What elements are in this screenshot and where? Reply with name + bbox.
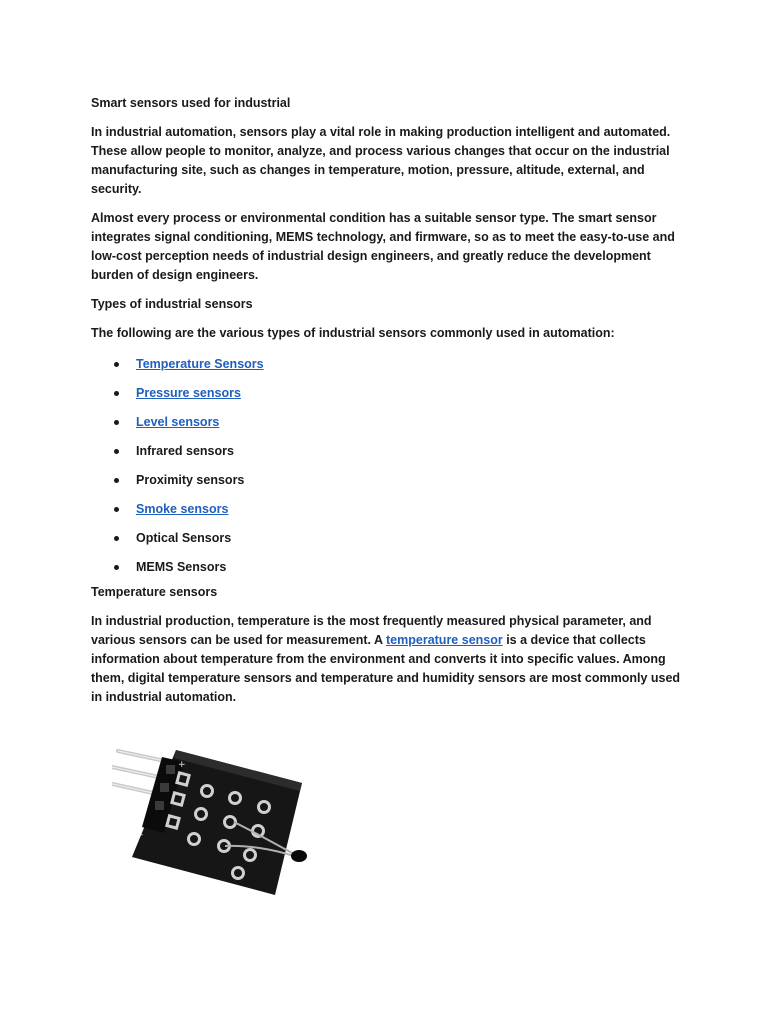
minus-marking: -	[140, 830, 144, 840]
temperature-sensors-link[interactable]: Temperature Sensors	[136, 357, 264, 371]
types-intro: The following are the various types of industrial sensors commonly used in automation:	[91, 326, 615, 340]
sensor-types-list	[91, 355, 681, 587]
list-item	[91, 500, 681, 529]
bullet-icon	[114, 507, 119, 512]
temperature-text-end: is a device that collects information about temperature from the environment and converts it into specific values. Among them, digital temperature sensors and temperature and humidity sensors are most commonly used in industrial automation.	[91, 633, 681, 704]
list-item	[91, 413, 681, 442]
bullet-icon	[114, 420, 119, 425]
temperature-text-start: In industrial production, temperature is the most frequently measured physical parameter, and various sensors can be used for measurement. A	[91, 614, 652, 647]
temperature-heading: Temperature sensors	[91, 585, 218, 599]
intro-paragraph-1: In industrial automation, sensors play a vital role in making production intelligent and automated. These allow people to monitor, analyze, and process various changes that occur on the industrial manufacturing site, such as changes in temperature, motion, pressure, altitude, external, and security.	[91, 125, 671, 196]
list-item	[91, 442, 681, 471]
temperature-sensor-module-icon	[112, 745, 312, 895]
temperature-sensor-link[interactable]: temperature sensor	[386, 633, 503, 647]
bullet-icon	[114, 478, 119, 483]
list-item	[91, 558, 681, 587]
thermistor-body	[291, 850, 307, 862]
section-title: Smart sensors used for industrial	[91, 96, 291, 110]
bullet-icon	[114, 449, 119, 454]
proximity-sensors-label: Proximity sensors	[136, 473, 245, 487]
list-item	[91, 355, 681, 384]
bullet-icon	[114, 565, 119, 570]
types-heading: Types of industrial sensors	[91, 297, 253, 311]
level-sensors-link[interactable]: Level sensors	[136, 415, 220, 429]
document-body	[91, 94, 681, 717]
list-item	[91, 384, 681, 413]
list-item	[91, 471, 681, 500]
bullet-icon	[114, 536, 119, 541]
bullet-icon	[114, 362, 119, 367]
list-item	[91, 529, 681, 558]
intro-paragraph-2: Almost every process or environmental condition has a suitable sensor type. The smart sensor integrates signal conditioning, MEMS technology, and firmware, so as to meet the easy-to-use and low-cost perception needs of industrial design engineers, and greatly reduce the development burden of design engineers.	[91, 211, 675, 282]
plus-marking: +	[178, 760, 186, 770]
smoke-sensors-link[interactable]: Smoke sensors	[136, 502, 229, 516]
temperature-paragraph	[91, 612, 681, 707]
pressure-sensors-link[interactable]: Pressure sensors	[136, 386, 241, 400]
mems-sensors-label: MEMS Sensors	[136, 560, 227, 574]
infrared-sensors-label: Infrared sensors	[136, 444, 234, 458]
optical-sensors-label: Optical Sensors	[136, 531, 232, 545]
bullet-icon	[114, 391, 119, 396]
